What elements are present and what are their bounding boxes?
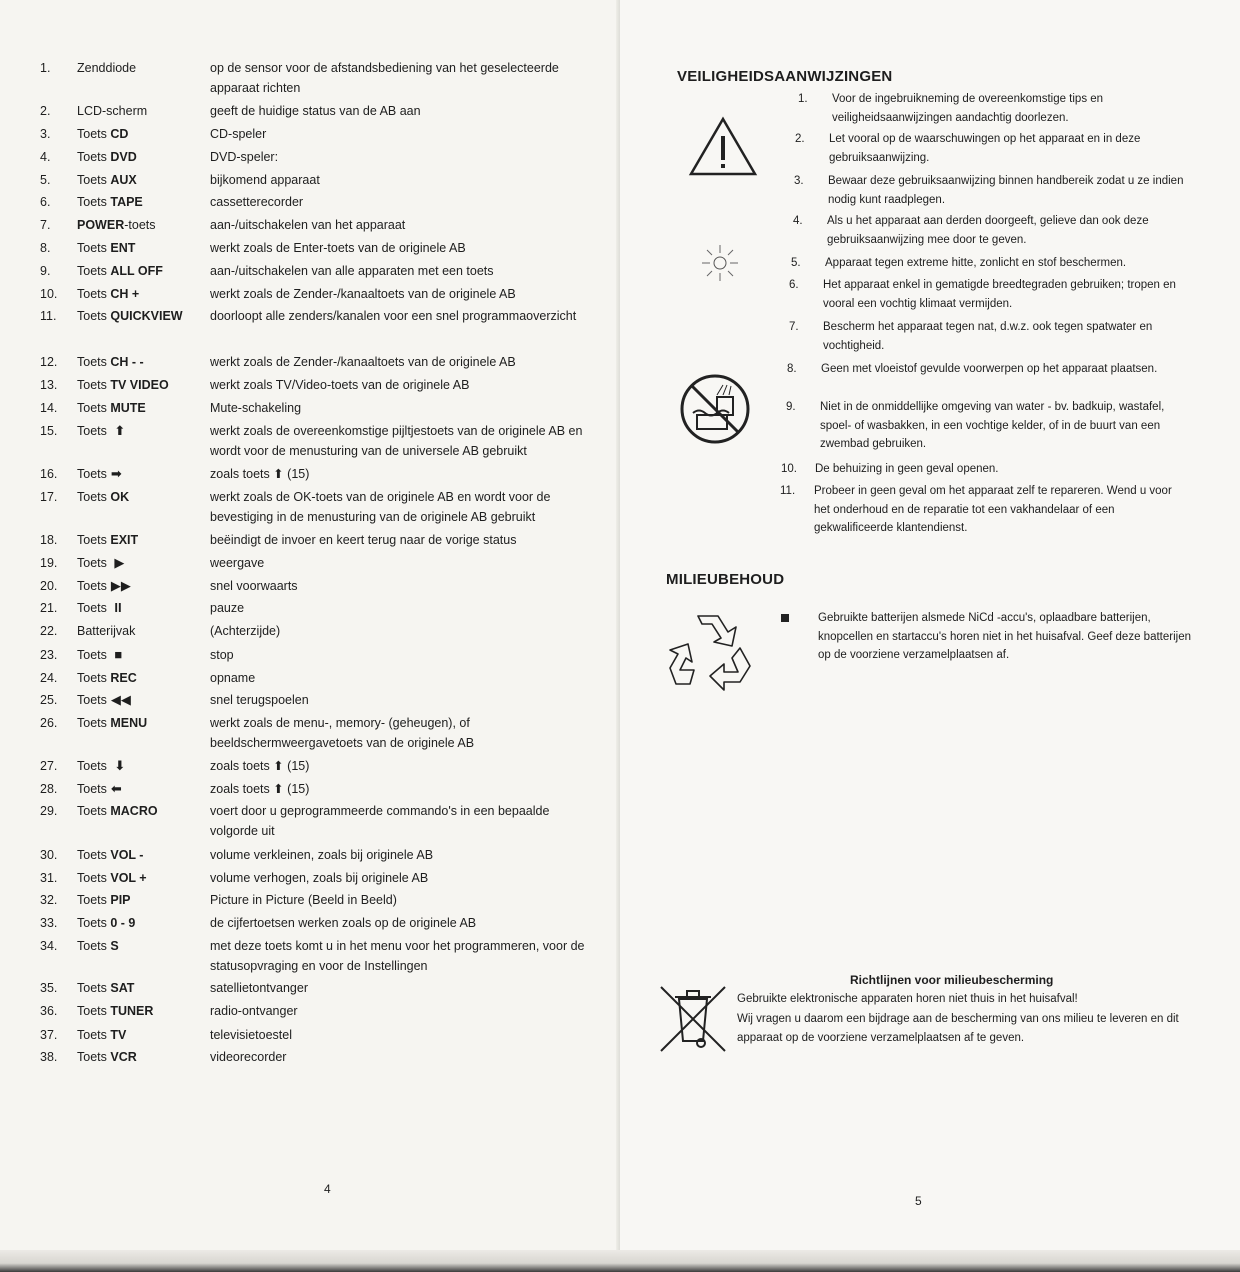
safety-text: Als u het apparaat aan derden doorgeeft, gelieve dan ook deze gebruiksaanwijzing mee door te geven.	[827, 215, 1149, 246]
item-key-label: Toets VOL -	[77, 848, 144, 862]
item-description: de cijfertoetsen werken zoals op de originele AB	[210, 916, 477, 930]
item-number: 20.	[40, 579, 58, 593]
item-description: opname	[210, 671, 256, 685]
item-number: 25.	[40, 693, 58, 707]
safety-text: Niet in de onmiddellijke omgeving van water - bv. badkuip, wastafel, spoel- of wasbakken, in een vochtige kelder, of in de buurt van een zwembad gebruiken.	[820, 401, 1165, 450]
item-key-label: Toets MACRO	[77, 804, 158, 818]
item-key-label: LCD-scherm	[77, 104, 148, 118]
item-description: werkt zoals de Enter-toets van de originele AB	[210, 241, 466, 255]
item-number: 15.	[40, 424, 58, 438]
item-description: geeft de huidige status van de AB aan	[210, 104, 421, 118]
item-number: 32.	[40, 893, 58, 907]
item-description: op de sensor voor de afstandsbediening van het geselecteerde apparaat richten	[210, 61, 559, 95]
item-number: 2.	[40, 104, 51, 118]
item-description: doorloopt alle zenders/kanalen voor een snel programmaoverzicht	[210, 309, 577, 323]
safety-number: 3.	[794, 175, 804, 187]
button-description-list	[0, 0, 620, 1100]
item-key-label: Toets ENT	[77, 241, 136, 255]
guideline-title: Richtlijnen voor milieubescherming	[850, 973, 1054, 987]
item-description: videorecorder	[210, 1050, 287, 1064]
item-number: 22.	[40, 624, 58, 638]
page-number-left: 4	[324, 1182, 331, 1196]
item-number: 17.	[40, 490, 58, 504]
guideline-line2: Wij vragen u daarom een bijdrage aan de bescherming van ons milieu te leveren en dit apparaat op de voorziene verzamelplaatsen af te geven.	[737, 1013, 1179, 1044]
item-key-label: Toets EXIT	[77, 533, 139, 547]
item-description: Mute-schakeling	[210, 401, 302, 415]
item-key-label: Toets REC	[77, 671, 137, 685]
item-number: 12.	[40, 355, 58, 369]
safety-number: 2.	[795, 133, 805, 145]
item-number: 19.	[40, 556, 58, 570]
key-glyph-icon: ⬅	[110, 781, 122, 796]
item-description: snel terugspoelen	[210, 693, 309, 707]
item-number: 24.	[40, 671, 58, 685]
item-key-label: Toets TV	[77, 1028, 127, 1042]
item-number: 21.	[40, 601, 58, 615]
item-number: 34.	[40, 939, 58, 953]
safety-number: 4.	[793, 215, 803, 227]
item-description: aan-/uitschakelen van alle apparaten met een toets	[210, 264, 494, 278]
item-description: CD-speler	[210, 127, 267, 141]
item-number: 5.	[40, 173, 51, 187]
item-description: werkt zoals TV/Video-toets van de originele AB	[210, 378, 470, 392]
safety-text: De behuizing in geen geval openen.	[815, 463, 999, 475]
safety-number: 8.	[787, 363, 797, 375]
item-description: DVD-speler:	[210, 150, 279, 164]
item-number: 16.	[40, 467, 58, 481]
key-glyph-icon: II	[114, 600, 122, 615]
env-heading: MILIEUBEHOUD	[666, 571, 785, 588]
item-description: werkt zoals de OK-toets van de originele AB en wordt voor de bevestiging in de menusturing van de originele AB gebruikt	[210, 490, 551, 524]
item-number: 10.	[40, 287, 58, 301]
item-key-label: Toets ▶▶	[77, 578, 131, 593]
item-key-label: Toets ◀◀	[77, 692, 131, 707]
item-number: 28.	[40, 782, 58, 796]
item-key-label: Toets ➡	[77, 466, 122, 481]
item-key-label: Toets QUICKVIEW	[77, 309, 183, 323]
item-key-label: Toets MENU	[77, 716, 148, 730]
item-description: bijkomend apparaat	[210, 173, 320, 187]
item-description: weergave	[210, 556, 265, 570]
item-description: aan-/uitschakelen van het apparaat	[210, 218, 406, 232]
item-key-label: Batterijvak	[77, 624, 136, 638]
safety-text: Geen met vloeistof gevulde voorwerpen op het apparaat plaatsen.	[821, 363, 1158, 375]
item-key-label: Toets TUNER	[77, 1004, 154, 1018]
item-key-label: Toets DVD	[77, 150, 137, 164]
item-key-label: Toets ▶	[77, 555, 125, 570]
item-description: zoals toets ⬆ (15)	[210, 759, 310, 773]
right-page	[620, 0, 1240, 1272]
item-key-label: Toets MUTE	[77, 401, 146, 415]
item-description: cassetterecorder	[210, 195, 304, 209]
item-key-label: Toets S	[77, 939, 119, 953]
item-number: 27.	[40, 759, 58, 773]
item-number: 36.	[40, 1004, 58, 1018]
safety-text: Probeer in geen geval om het apparaat zelf te repareren. Wend u voor het onderhoud en de reparatie tot een vakhandelaar of een gekwalificeerde klantendienst.	[814, 485, 1172, 534]
safety-number: 9.	[786, 401, 796, 413]
item-number: 7.	[40, 218, 51, 232]
item-key-label: Toets PIP	[77, 893, 131, 907]
item-key-label: Toets CH - -	[77, 355, 144, 369]
item-description: stop	[210, 648, 234, 662]
item-number: 3.	[40, 127, 51, 141]
item-description: Picture in Picture (Beeld in Beeld)	[210, 893, 397, 907]
item-description: werkt zoals de overeenkomstige pijltjestoets van de originele AB en wordt voor de menusturing van de universele AB gebruikt	[210, 424, 583, 458]
safety-text: Het apparaat enkel in gematigde breedtegraden gebruiken; tropen en vooral een vochtig klimaat vermijden.	[823, 279, 1176, 310]
safety-text: Bescherm het apparaat tegen nat, d.w.z. ook tegen spatwater en vochtigheid.	[823, 321, 1153, 352]
page-bottom-edge	[0, 1250, 1240, 1272]
item-description: werkt zoals de Zender-/kanaaltoets van de originele AB	[210, 355, 516, 369]
key-glyph-icon: ▶	[114, 555, 125, 570]
item-description: zoals toets ⬆ (15)	[210, 467, 310, 481]
item-number: 4.	[40, 150, 51, 164]
item-key-label: Toets OK	[77, 490, 130, 504]
item-key-label: Toets 0 - 9	[77, 916, 136, 930]
item-description: volume verkleinen, zoals bij originele AB	[210, 848, 434, 862]
safety-text: Let vooral op de waarschuwingen op het apparaat en in deze gebruiksaanwijzing.	[829, 133, 1141, 164]
item-key-label: Toets CH +	[77, 287, 140, 301]
item-description: (Achterzijde)	[210, 624, 281, 638]
item-description: radio-ontvanger	[210, 1004, 298, 1018]
item-description: beëindigt de invoer en keert terug naar de vorige status	[210, 533, 517, 547]
item-number: 30.	[40, 848, 58, 862]
item-key-label: Toets ⬆	[77, 423, 126, 438]
item-number: 38.	[40, 1050, 58, 1064]
guideline-line1: Gebruikte elektronische apparaten horen niet thuis in het huisafval!	[737, 993, 1078, 1005]
item-description: werkt zoals de menu-, memory- (geheugen), of beeldschermweergavetoets van de originele AB	[210, 716, 475, 750]
item-description: satellietontvanger	[210, 981, 308, 995]
item-key-label: Toets TAPE	[77, 195, 143, 209]
item-key-label: Toets ⬅	[77, 781, 122, 796]
item-description: pauze	[210, 601, 245, 615]
safety-number: 11.	[780, 485, 796, 497]
item-number: 23.	[40, 648, 58, 662]
safety-number: 6.	[789, 279, 799, 291]
key-glyph-icon: ◀◀	[110, 692, 131, 707]
safety-number: 5.	[791, 257, 801, 269]
safety-list	[620, 0, 1240, 560]
item-number: 37.	[40, 1028, 58, 1042]
safety-number: 10.	[781, 463, 797, 475]
recycle-icon	[666, 608, 756, 699]
item-description: werkt zoals de Zender-/kanaaltoets van de originele AB	[210, 287, 516, 301]
item-number: 11.	[40, 309, 57, 323]
item-number: 26.	[40, 716, 58, 730]
item-description: voert door u geprogrammeerde commando's in een bepaalde volgorde uit	[210, 804, 550, 838]
item-number: 14.	[40, 401, 58, 415]
item-key-label: Toets ALL OFF	[77, 264, 163, 278]
safety-heading: VEILIGHEIDSAANWIJZINGEN	[677, 68, 893, 85]
item-number: 6.	[40, 195, 51, 209]
item-key-label: Toets AUX	[77, 173, 137, 187]
item-key-label: Zenddiode	[77, 61, 137, 75]
item-key-label: Toets CD	[77, 127, 129, 141]
item-number: 35.	[40, 981, 58, 995]
item-number: 13.	[40, 378, 58, 392]
item-number: 1.	[40, 61, 51, 75]
item-key-label: Toets SAT	[77, 981, 135, 995]
item-key-label: Toets ■	[77, 647, 123, 662]
key-glyph-icon: ▶▶	[110, 578, 131, 593]
item-description: zoals toets ⬆ (15)	[210, 782, 310, 796]
item-key-label: Toets ⬇	[77, 758, 126, 773]
item-key-label: POWER-toets	[77, 218, 156, 232]
item-description: televisietoestel	[210, 1028, 292, 1042]
item-number: 8.	[40, 241, 51, 255]
key-glyph-icon: ■	[114, 647, 123, 662]
key-glyph-icon: ➡	[110, 466, 122, 481]
item-number: 31.	[40, 871, 58, 885]
safety-text: Apparaat tegen extreme hitte, zonlicht en stof beschermen.	[825, 257, 1127, 269]
item-description: snel voorwaarts	[210, 579, 298, 593]
item-number: 33.	[40, 916, 58, 930]
safety-text: Bewaar deze gebruiksaanwijzing binnen handbereik zodat u ze indien nodig kunt raadplegen.	[828, 175, 1184, 206]
key-glyph-icon: ⬆	[114, 423, 126, 438]
item-key-label: Toets VOL +	[77, 871, 147, 885]
item-key-label: Toets VCR	[77, 1050, 137, 1064]
crossed-bin-icon	[657, 983, 729, 1060]
item-number: 9.	[40, 264, 51, 278]
item-key-label: Toets II	[77, 600, 122, 615]
safety-number: 1.	[798, 93, 808, 105]
item-description: met deze toets komt u in het menu voor het programmeren, voor de statusopvraging en voor de Instellingen	[210, 939, 585, 973]
safety-text: Voor de ingebruikneming de overeenkomstige tips en veiligheidsaanwijzingen aandachtig doorlezen.	[832, 93, 1104, 124]
item-key-label: Toets TV VIDEO	[77, 378, 169, 392]
page-number-right: 5	[915, 1194, 922, 1208]
safety-number: 7.	[789, 321, 799, 333]
env-text: Gebruikte batterijen alsmede NiCd -accu's, oplaadbare batterijen, knopcellen en startaccu's horen niet in het huisafval. Geef deze batterijen op de voorziene verzamelplaatsen af.	[818, 612, 1191, 661]
key-glyph-icon: ⬇	[114, 758, 126, 773]
bullet-square-icon	[781, 614, 789, 622]
item-number: 18.	[40, 533, 58, 547]
item-number: 29.	[40, 804, 58, 818]
item-description: volume verhogen, zoals bij originele AB	[210, 871, 429, 885]
